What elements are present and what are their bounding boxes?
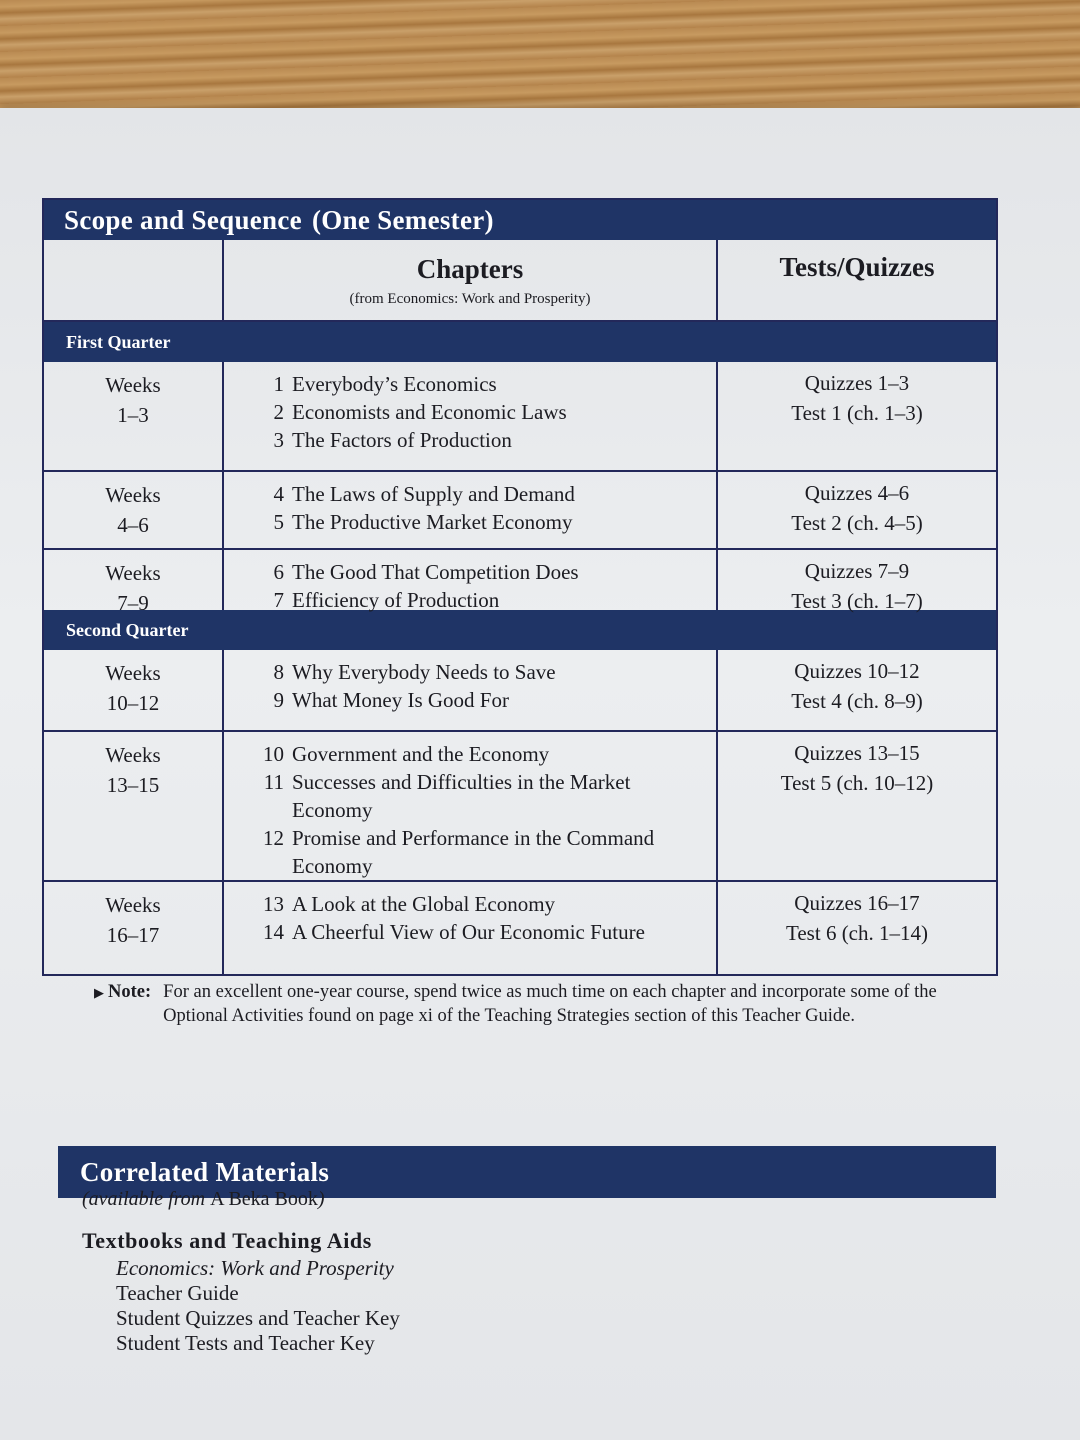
materials-item: Teacher Guide xyxy=(116,1281,239,1305)
chapter-item xyxy=(252,824,716,880)
chapter-title: Efficiency of Production xyxy=(292,588,500,612)
weeks-label: Weeks xyxy=(105,483,161,507)
tests-cell xyxy=(718,882,996,974)
quizzes-label: Quizzes 10–12 xyxy=(794,659,920,683)
chapter-title: The Factors of Production xyxy=(292,428,512,452)
chapter-title: Promise and Performance in the Command Economy xyxy=(292,826,655,878)
chapter-title: Economists and Economic Laws xyxy=(292,400,567,424)
chapter-item xyxy=(252,686,716,714)
publisher-name: A Beka Book xyxy=(210,1188,318,1210)
weeks-label: Weeks xyxy=(105,893,161,917)
table-row xyxy=(44,362,996,472)
test-label: Test 5 (ch. 10–12) xyxy=(780,771,934,795)
weeks-cell xyxy=(44,732,224,880)
note-paragraph xyxy=(94,980,984,1028)
test-label: Test 2 (ch. 4–5) xyxy=(791,511,923,535)
quarter-label: First Quarter xyxy=(44,322,996,362)
quizzes-label: Quizzes 16–17 xyxy=(794,891,920,915)
weeks-cell xyxy=(44,650,224,730)
tests-cell xyxy=(718,650,996,730)
correlated-title: Correlated Materials xyxy=(80,1156,330,1187)
quarters-container xyxy=(44,322,996,974)
chapter-item xyxy=(252,480,716,508)
chapter-item xyxy=(252,768,716,824)
tests-cell xyxy=(718,732,996,880)
chapter-number: 5 xyxy=(273,510,284,534)
weeks-range: 1–3 xyxy=(117,403,149,427)
chapter-item xyxy=(252,586,716,614)
note-text: For an excellent one-year course, spend twice as much time on each chapter and incorporate some of the Optional Activities found on page xi of the Teaching Strategies section of this Teacher Guide. xyxy=(163,982,937,1026)
weeks-range: 16–17 xyxy=(106,923,160,947)
chapter-item xyxy=(252,890,716,918)
chapter-item xyxy=(252,426,716,454)
scope-title: Scope and Sequence xyxy=(64,204,302,235)
chapters-cell xyxy=(224,882,718,974)
scope-and-sequence-table xyxy=(42,198,998,976)
chapter-title: Everybody’s Economics xyxy=(292,372,497,396)
weeks-label: Weeks xyxy=(105,561,161,585)
weeks-cell xyxy=(44,472,224,548)
chapter-number: 14 xyxy=(263,920,284,944)
tests-cell xyxy=(718,472,996,548)
header-tests: Tests/Quizzes xyxy=(779,252,935,282)
header-chapters-cell xyxy=(224,240,718,320)
quizzes-label: Quizzes 4–6 xyxy=(804,481,910,505)
quizzes-label: Quizzes 7–9 xyxy=(804,559,910,583)
chapter-number: 2 xyxy=(273,400,284,424)
chapter-item xyxy=(252,918,716,946)
tests-cell xyxy=(718,362,996,470)
chapter-title: A Look at the Global Economy xyxy=(292,892,556,916)
chapters-cell xyxy=(224,650,718,730)
header-weeks-cell xyxy=(44,240,224,320)
materials-item: Student Tests and Teacher Key xyxy=(116,1331,375,1355)
quarter-rows xyxy=(44,362,996,615)
quarter-rows xyxy=(44,650,996,974)
table-row xyxy=(44,650,996,732)
test-label: Test 3 (ch. 1–7) xyxy=(791,589,923,613)
table-row xyxy=(44,550,996,615)
materials-item: Student Quizzes and Teacher Key xyxy=(116,1306,400,1330)
weeks-range: 13–15 xyxy=(106,773,160,797)
chapter-number: 12 xyxy=(263,826,284,850)
materials-list xyxy=(116,1256,400,1356)
chapter-number: 8 xyxy=(273,660,284,684)
chapter-title: The Productive Market Economy xyxy=(292,510,573,534)
test-label: Test 6 (ch. 1–14) xyxy=(786,921,928,945)
chapters-cell xyxy=(224,362,718,470)
scope-title-banner xyxy=(44,200,996,240)
weeks-label: Weeks xyxy=(105,743,161,767)
chapter-item xyxy=(252,740,716,768)
chapter-item xyxy=(252,370,716,398)
quizzes-label: Quizzes 13–15 xyxy=(794,741,920,765)
chapter-title: A Cheerful View of Our Economic Future xyxy=(292,920,645,944)
weeks-cell xyxy=(44,882,224,974)
available-from-line xyxy=(82,1188,325,1211)
chapter-number: 3 xyxy=(273,428,284,452)
chapters-cell xyxy=(224,550,718,610)
test-label: Test 4 (ch. 8–9) xyxy=(791,689,923,713)
chapter-number: 6 xyxy=(273,560,284,584)
chapters-cell xyxy=(224,472,718,548)
chapter-number: 7 xyxy=(273,588,284,612)
available-prefix: (available from xyxy=(82,1188,211,1210)
test-label: Test 1 (ch. 1–3) xyxy=(791,401,923,425)
chapter-number: 9 xyxy=(273,688,284,712)
chapters-cell xyxy=(224,732,718,880)
textbooks-heading: Textbooks and Teaching Aids xyxy=(82,1228,372,1253)
table-row xyxy=(44,472,996,550)
chapter-number: 13 xyxy=(263,892,284,916)
chapter-item xyxy=(252,508,716,536)
table-row xyxy=(44,732,996,882)
chapter-title: Why Everybody Needs to Save xyxy=(292,660,556,684)
chapter-number: 10 xyxy=(263,742,284,766)
tests-cell xyxy=(718,550,996,613)
chapter-title: The Good That Competition Does xyxy=(292,560,579,584)
chapter-item xyxy=(252,558,716,586)
chapter-item xyxy=(252,658,716,686)
weeks-range: 4–6 xyxy=(117,513,149,537)
chapter-title: What Money Is Good For xyxy=(292,688,509,712)
weeks-cell xyxy=(44,362,224,470)
quizzes-label: Quizzes 1–3 xyxy=(804,371,910,395)
note-label: Note: xyxy=(108,982,152,1002)
chapter-title: The Laws of Supply and Demand xyxy=(292,482,575,506)
chapter-number: 11 xyxy=(263,770,284,794)
scope-subtitle: (One Semester) xyxy=(311,204,494,235)
table-header-row xyxy=(44,240,996,322)
header-chapters: Chapters xyxy=(416,254,524,284)
chapter-number: 4 xyxy=(273,482,284,506)
header-chapters-source: (from Economics: Work and Prosperity) xyxy=(349,291,591,307)
table-row xyxy=(44,882,996,974)
chapter-title: Successes and Difficulties in the Market Economy xyxy=(292,770,631,822)
materials-item: Economics: Work and Prosperity xyxy=(116,1256,394,1280)
weeks-label: Weeks xyxy=(105,661,161,685)
weeks-cell xyxy=(44,550,224,615)
chapter-title: Government and the Economy xyxy=(292,742,550,766)
triangle-bullet-icon: ▶ xyxy=(94,985,104,1000)
weeks-range: 7–9 xyxy=(117,591,149,615)
weeks-range: 10–12 xyxy=(106,691,160,715)
available-suffix: ) xyxy=(317,1188,325,1210)
weeks-label: Weeks xyxy=(105,373,161,397)
quarter-label: Second Quarter xyxy=(44,610,996,650)
chapter-number: 1 xyxy=(273,372,284,396)
chapter-item xyxy=(252,398,716,426)
